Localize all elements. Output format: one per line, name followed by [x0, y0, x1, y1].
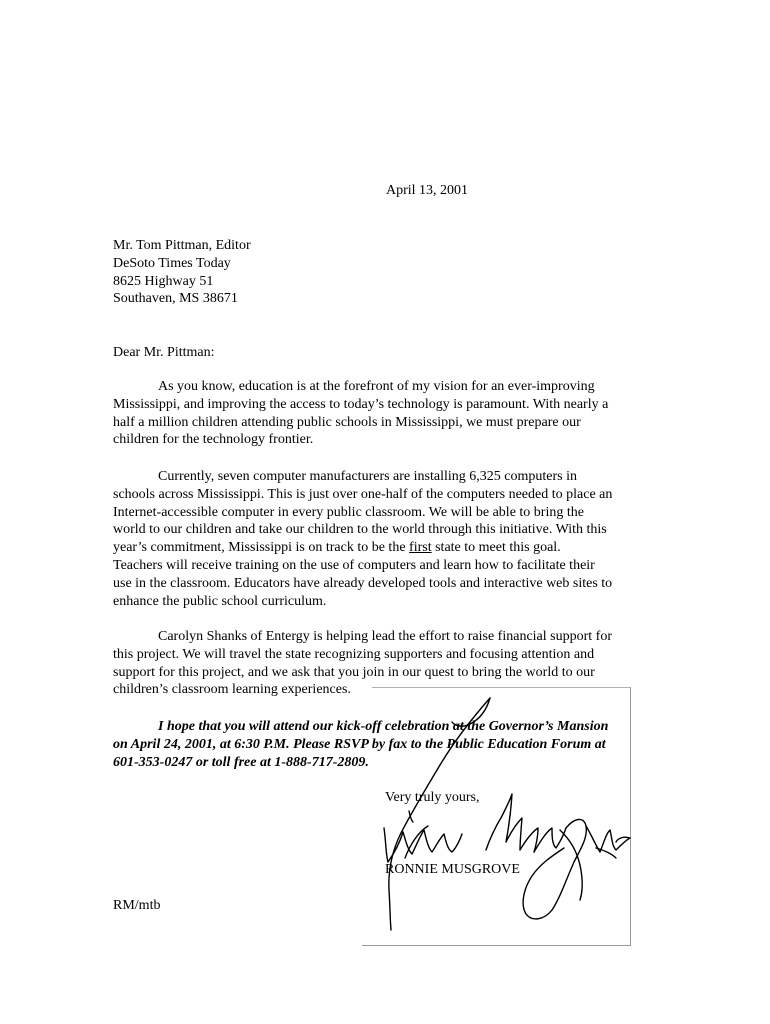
- paragraph-line: I hope that you will attend our kick-off celebration at the Governor’s Mansion: [158, 719, 609, 734]
- line-text: state to meet this goal.: [431, 540, 561, 556]
- paragraph-line: children’s classroom learning experiences.: [113, 682, 351, 698]
- paragraph-line: Teachers will receive training on the use of computers and learn how to facilitate their: [113, 557, 595, 573]
- paragraph-line: half a million children attending public schools in Mississippi, we must prepare our: [113, 414, 581, 430]
- closing: Very truly yours,: [385, 790, 480, 805]
- paragraph-line: enhance the public school curriculum.: [113, 593, 327, 609]
- recipient-city-state-zip: Southaven, MS 38671: [113, 291, 238, 307]
- recipient-organization: DeSoto Times Today: [113, 255, 231, 271]
- typist-initials: RM/mtb: [113, 898, 161, 913]
- underlined-word: first: [409, 540, 432, 556]
- paragraph-line: this project. We will travel the state recognizing supporters and focusing attention and: [113, 646, 595, 662]
- paragraph-2: [113, 468, 658, 610]
- line-text: year’s commitment, Mississippi is on track to be the: [113, 540, 410, 556]
- paragraph-line: 601-353-0247 or toll free at 1-888-717-2809.: [113, 754, 369, 770]
- paragraph-line: As you know, education is at the forefront of my vision for an ever-improving: [158, 379, 595, 394]
- paragraph-line: on April 24, 2001, at 6:30 P.M. Please RSVP by fax to the Public Education Forum at: [113, 736, 606, 752]
- paragraph-1: [113, 378, 658, 449]
- paragraph-line: Currently, seven computer manufacturers are installing 6,325 computers in: [158, 469, 577, 484]
- recipient-name: Mr. Tom Pittman, Editor: [113, 238, 251, 253]
- recipient-address: [113, 237, 251, 308]
- paragraph-line: support for this project, and we ask that you join in our quest to bring the world to our: [113, 664, 595, 680]
- paragraph-line: world to our children and take our children to the world through this initiative. With this: [113, 522, 607, 538]
- paragraph-line: use in the classroom. Educators have already developed tools and interactive web sites to: [113, 575, 613, 591]
- paragraph-line: Internet-accessible computer in every public classroom. We will be able to bring the: [113, 504, 584, 520]
- salutation: Dear Mr. Pittman:: [113, 345, 215, 360]
- paragraph-line: [113, 539, 658, 557]
- paragraph-line: Carolyn Shanks of Entergy is helping lead the effort to raise financial support for: [158, 629, 612, 644]
- letter-date: April 13, 2001: [386, 183, 469, 198]
- signatory-name: RONNIE MUSGROVE: [385, 862, 520, 877]
- paragraph-line: children for the technology frontier.: [113, 432, 314, 448]
- recipient-street: 8625 Highway 51: [113, 273, 214, 289]
- paragraph-line: schools across Mississippi. This is just over one-half of the computers needed to place an: [113, 486, 613, 502]
- paragraph-line: Mississippi, and improving the access to today’s technology is paramount. With nearly a: [113, 396, 609, 412]
- signature-box: [362, 687, 631, 946]
